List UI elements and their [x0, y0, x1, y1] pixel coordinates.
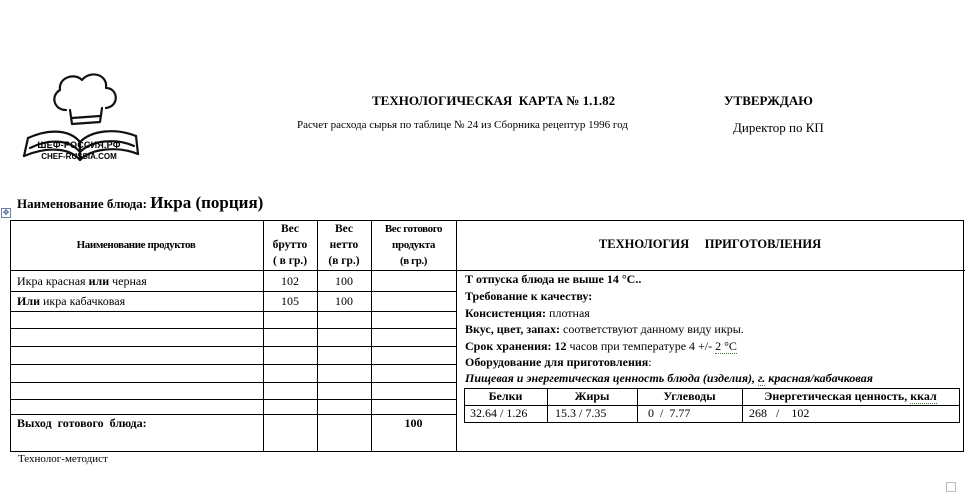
nutrition-header-carbs: Углеводы: [663, 389, 716, 403]
col-header-ready-l3: (в гр.): [399, 255, 428, 267]
logo-text-cyrillic: ШЕФ-РОССИЯ.РФ: [37, 140, 121, 150]
technologist-signature-label: Технолог-методист: [18, 453, 108, 465]
nutrition-header-energy: [742, 389, 959, 404]
table-row-1-net: 100: [335, 274, 353, 288]
col-header-technology: ТЕХНОЛОГИЯ ПРИГОТОВЛЕНИЯ: [598, 237, 822, 251]
col-header-gross-l2: брутто: [272, 239, 308, 251]
consistency-label: Консистенция:: [465, 306, 547, 320]
row-1-name-rest: черная: [109, 274, 147, 288]
total-yield-label: Выход готового блюда:: [17, 416, 147, 430]
row-1-name-bold: или: [88, 274, 110, 288]
row-1-name-part: Икра красная: [17, 274, 89, 288]
taste-label: Вкус, цвет, запах:: [465, 322, 560, 336]
nutrition-title: [465, 371, 873, 386]
quality-requirements: Требование к качеству:: [465, 289, 593, 303]
table-row-2-net: 100: [335, 294, 353, 308]
col-header-net-l2: нетто: [329, 239, 359, 251]
consistency-value: плотная: [546, 306, 590, 320]
nutrition-header-proteins: Белки: [488, 389, 523, 403]
col-header-gross-l3: ( в гр.): [272, 255, 308, 267]
nutrition-value-fats: 15.3 / 7.35: [555, 406, 607, 420]
table-move-handle-icon[interactable]: ✥: [2, 208, 10, 217]
equipment-label: Оборудование для приготовления: [465, 355, 649, 369]
col-header-gross-l1: Вес: [280, 223, 300, 235]
total-yield-value: 100: [404, 416, 423, 430]
col-header-ready: [371, 221, 456, 269]
dish-label: Наименование блюда:: [17, 196, 147, 211]
nutrition-title-a: Пищевая и энергетическая ценность блюда (изделия),: [465, 371, 759, 385]
table-row-2-gross: 105: [281, 294, 299, 308]
energy-header-text: Энергетическая ценность,: [764, 389, 911, 403]
table-row-2-name: [17, 294, 125, 309]
col-header-products: Наименование продуктов: [76, 239, 196, 251]
nutrition-title-unit: г.: [758, 371, 766, 385]
taste-value: соответствуют данному виду икры.: [560, 322, 744, 336]
storage-temperature: 2 °С: [715, 339, 737, 353]
row-2-name-bold: Или: [17, 294, 40, 308]
storage-label: Срок хранения: 12: [465, 339, 567, 353]
table-row-1-name: [17, 274, 147, 289]
row-2-name-rest: икра кабачковая: [39, 294, 126, 308]
col-header-net: [317, 221, 371, 269]
col-header-gross: [263, 221, 317, 269]
nutrition-value-carbs: 0 / 7.77: [648, 406, 691, 420]
col-header-net-l3: (в гр.): [328, 255, 360, 267]
taste-line: [465, 322, 744, 337]
table-row-1-gross: 102: [281, 274, 299, 288]
dish-name-line: [17, 193, 263, 213]
storage-line: [465, 339, 737, 354]
document-subtitle: Расчет расхода сырья по таблице № 24 из Сборника рецептур 1996 год: [297, 119, 628, 131]
consistency-line: [465, 306, 590, 321]
serving-temperature: Т отпуска блюда не выше 14 °С..: [465, 272, 642, 286]
nutrition-value-proteins: 32.64 / 1.26: [470, 406, 528, 420]
col-header-ready-l2: продукта: [392, 239, 435, 251]
energy-header-unit: ккал: [910, 389, 937, 403]
nutrition-header-fats: Жиры: [574, 389, 610, 403]
table-resize-handle-icon[interactable]: [946, 482, 956, 492]
equipment-line: [465, 355, 652, 370]
storage-value: часов при температуре 4 +/-: [566, 339, 716, 353]
nutrition-title-c: красная/кабачковая: [765, 371, 873, 385]
equipment-colon: :: [648, 355, 652, 369]
logo-text-latin: CHEF-RUSSIA.COM: [41, 152, 117, 161]
nutrition-value-energy: 268 / 102: [749, 406, 810, 420]
approver-title: Директор по КП: [733, 120, 824, 135]
dish-name: Икра (порция): [150, 193, 264, 212]
col-header-ready-l1: Вес готового: [384, 223, 443, 235]
document-title: ТЕХНОЛОГИЧЕСКАЯ КАРТА № 1.1.82: [372, 93, 616, 108]
col-header-net-l1: Вес: [334, 223, 354, 235]
approval-heading: УТВЕРЖДАЮ: [724, 93, 813, 108]
